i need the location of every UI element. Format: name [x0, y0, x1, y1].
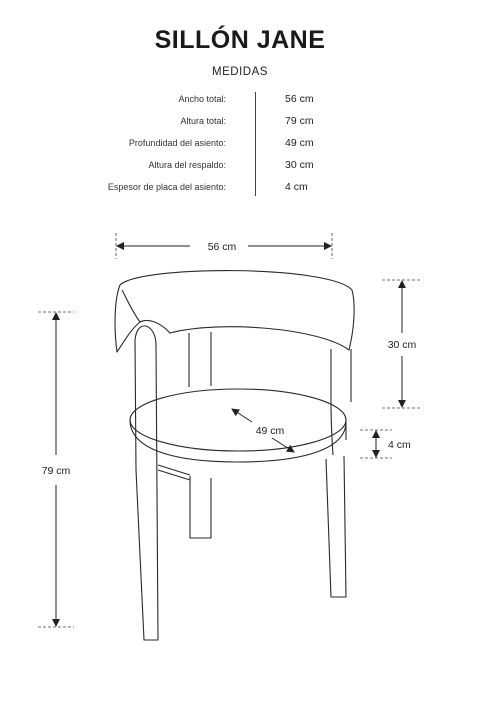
height-label: 79 cm [41, 465, 71, 477]
spec-label: Altura total: [180, 116, 226, 126]
page-title: SILLÓN JANE [154, 26, 326, 54]
spec-label: Altura del respaldo: [148, 160, 226, 170]
spec-value: 30 cm [285, 159, 314, 171]
page-subtitle: MEDIDAS [212, 66, 268, 78]
spec-value: 49 cm [285, 137, 314, 149]
width-label: 56 cm [207, 241, 237, 253]
seat-depth-label: 49 cm [255, 425, 285, 437]
seat-depth-dimension [232, 409, 294, 452]
spec-value: 56 cm [285, 93, 314, 105]
chair-illustration [115, 271, 354, 640]
spec-label: Profundidad del asiento: [128, 138, 226, 148]
seat-thickness-dimension [360, 430, 411, 458]
spec-label: Espesor de placa del asiento: [107, 182, 226, 192]
backrest-label: 30 cm [387, 339, 417, 351]
spec-label: Ancho total: [178, 94, 226, 104]
spec-value: 79 cm [285, 115, 314, 127]
seat-thickness-label: 4 cm [388, 439, 411, 451]
spec-value: 4 cm [285, 181, 308, 193]
backrest-dimension [382, 280, 420, 408]
height-dimension [38, 312, 74, 627]
width-dimension [116, 233, 332, 259]
